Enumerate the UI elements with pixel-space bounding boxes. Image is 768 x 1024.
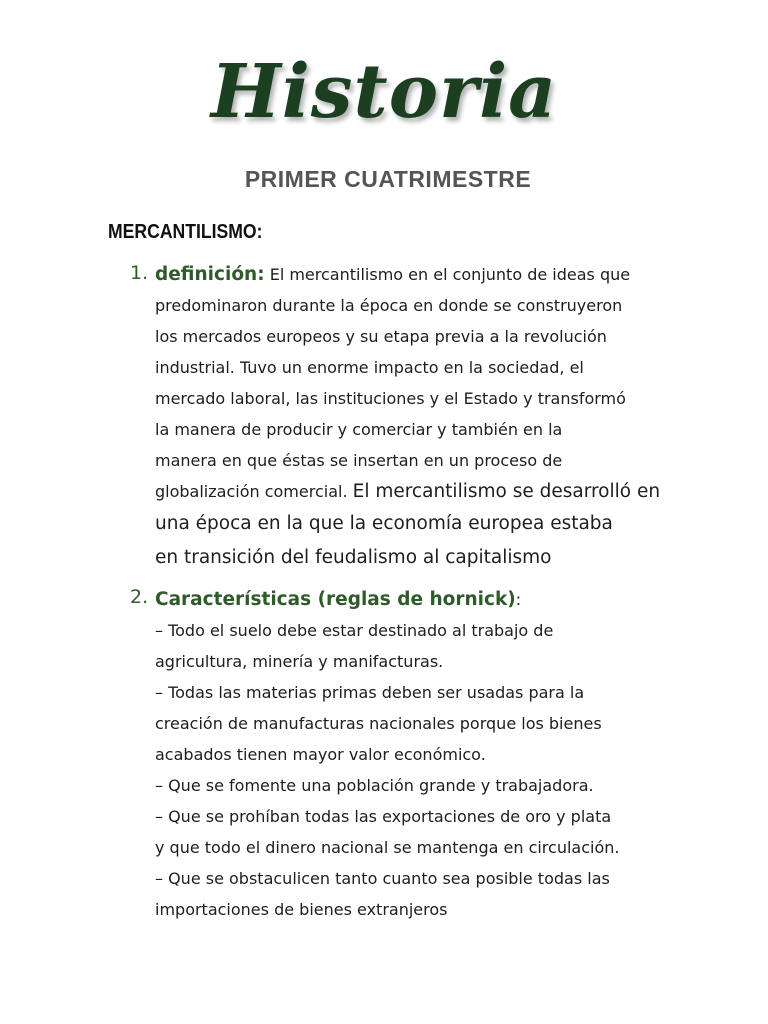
text-line-3: creación de manufacturas nacionales porque los bienes — [155, 714, 602, 733]
page-subtitle: PRIMER CUATRIMESTRE — [244, 166, 532, 192]
text-line-1: agricultura, minería y manifacturas. — [155, 652, 444, 671]
text-line-2: los mercados europeos y su etapa previa a la revolución — [155, 327, 607, 346]
heading-colon: : — [515, 590, 522, 609]
text-line — [155, 584, 675, 615]
text-line-7: y que todo el dinero nacional se mantenga en circulación. — [155, 838, 620, 857]
item-content — [155, 584, 675, 925]
page-title: Historia — [210, 49, 558, 135]
list-number: 2. — [130, 586, 149, 608]
text-line-0: El mercantilismo en el conjunto de ideas que — [269, 265, 631, 284]
text-line-3: industrial. Tuvo un enorme impacto en la sociedad, el — [155, 358, 584, 377]
text-line-5: – Que se fomente una población grande y trabajadora. — [155, 776, 594, 795]
text-line-1: predominaron durante la época en donde se construyeron — [155, 296, 623, 315]
heading-colon: : — [257, 264, 265, 285]
list-number: 1. — [130, 262, 149, 284]
text-line-4: mercado laboral, las instituciones y el Estado y transformó — [155, 389, 626, 408]
item-content — [155, 259, 675, 575]
text-line-2: – Todas las materias primas deben ser usadas para la — [155, 683, 585, 702]
text-line-7: globalización comercial. — [155, 482, 348, 501]
text-line-6: manera en que éstas se insertan en un proceso de — [155, 451, 563, 470]
item-heading: definición — [155, 264, 258, 285]
text-line-4: acabados tienen mayor valor económico. — [155, 745, 486, 764]
section-title: MERCANTILISMO: — [108, 221, 263, 243]
item-heading: Características (reglas de hornick) — [155, 589, 516, 610]
text-line-0: – Todo el suelo debe estar destinado al trabajo de — [155, 621, 554, 640]
text-extra-1: una época en la que la economía europea estaba — [155, 513, 613, 534]
text-line — [155, 259, 675, 290]
text-line-8: – Que se obstaculicen tanto cuanto sea posible todas las — [155, 869, 610, 888]
text-extra-0: El mercantilismo se desarrolló en — [352, 481, 661, 502]
text-line-6: – Que se prohíban todas las exportaciones de oro y plata — [155, 807, 612, 826]
text-line-9: importaciones de bienes extranjeros — [155, 900, 448, 919]
text-line — [155, 476, 675, 507]
text-extra-2: en transición del feudalismo al capitalismo — [155, 547, 552, 568]
text-line-5: la manera de producir y comerciar y también en la — [155, 420, 563, 439]
